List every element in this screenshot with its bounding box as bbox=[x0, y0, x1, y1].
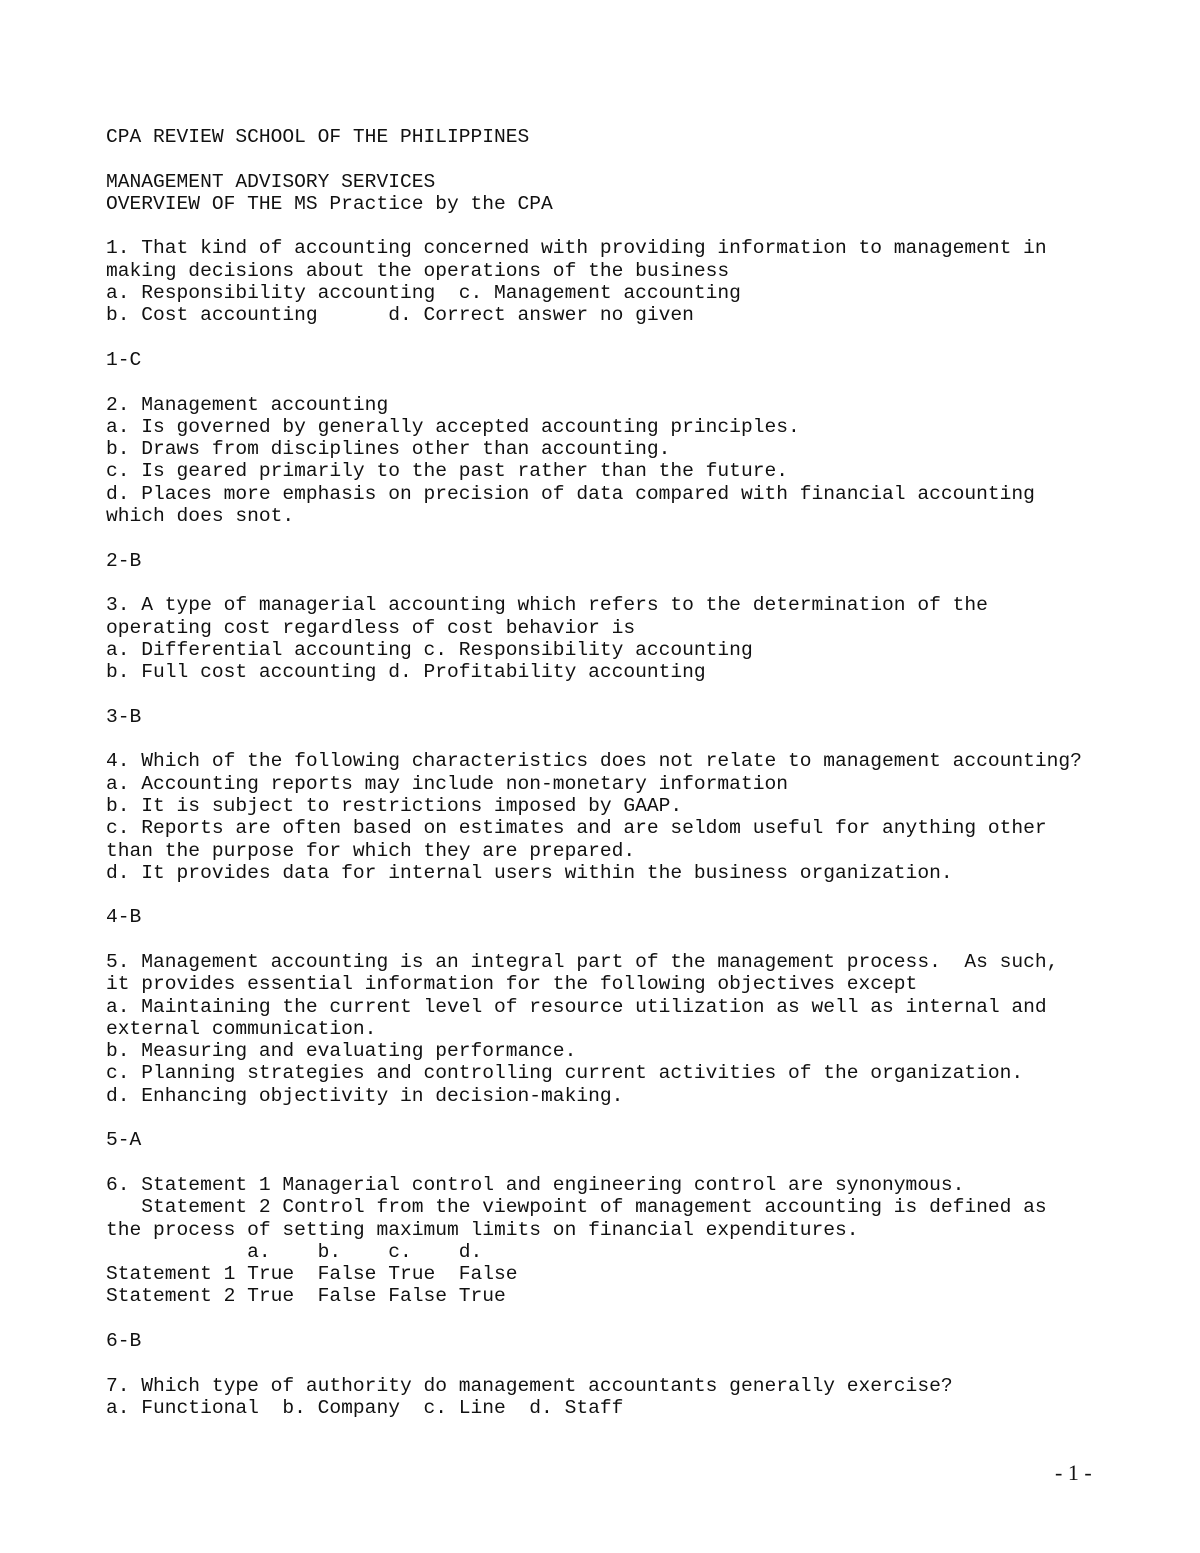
document-line: d. It provides data for internal users within the business organization. bbox=[106, 861, 953, 884]
document-line bbox=[106, 371, 1082, 393]
document-line: 2-B bbox=[106, 549, 142, 572]
document-line bbox=[106, 683, 1082, 705]
document-line: d. Places more emphasis on precision of data compared with financial accounting bbox=[106, 482, 1035, 505]
document-line bbox=[106, 1152, 1082, 1174]
document-line: than the purpose for which they are prepared. bbox=[106, 839, 636, 862]
document-line: 1-C bbox=[106, 348, 142, 371]
document-line: c. Planning strategies and controlling current activities of the organization. bbox=[106, 1062, 1024, 1085]
document-line: MANAGEMENT ADVISORY SERVICES bbox=[106, 170, 436, 193]
document-line: operating cost regardless of cost behavior is bbox=[106, 616, 636, 639]
document-line: 3. A type of managerial accounting which refers to the determination of the bbox=[106, 594, 988, 617]
document-line: b. Cost accounting d. Correct answer no given bbox=[106, 304, 694, 327]
document-line bbox=[106, 148, 1082, 170]
document-line: 5-A bbox=[106, 1129, 142, 1152]
document-line: 3-B bbox=[106, 705, 142, 728]
document-line: c. Reports are often based on estimates and are seldom useful for anything other bbox=[106, 817, 1047, 840]
document-line bbox=[106, 1352, 1082, 1374]
document-line bbox=[106, 327, 1082, 349]
document-line: b. Full cost accounting d. Profitability accounting bbox=[106, 661, 706, 684]
document-line: external communication. bbox=[106, 1017, 377, 1040]
document-line: a. Differential accounting c. Responsibility accounting bbox=[106, 638, 753, 661]
document-line: 6-B bbox=[106, 1330, 142, 1353]
document-line: Statement 2 Control from the viewpoint of management accounting is defined as bbox=[106, 1196, 1047, 1219]
document-line: making decisions about the operations of the business bbox=[106, 259, 730, 282]
document-line: a. Is governed by generally accepted accounting principles. bbox=[106, 415, 800, 438]
document-line bbox=[106, 884, 1082, 906]
document-line: d. Enhancing objectivity in decision-making. bbox=[106, 1084, 624, 1107]
document-line bbox=[106, 929, 1082, 951]
document-line: b. It is subject to restrictions imposed by GAAP. bbox=[106, 794, 683, 817]
document-body bbox=[106, 126, 1082, 1419]
document-line: 5. Management accounting is an integral part of the management process. As such, bbox=[106, 950, 1059, 973]
document-line bbox=[106, 1308, 1082, 1330]
document-line bbox=[106, 215, 1082, 237]
document-line: a. Functional b. Company c. Line d. Staff bbox=[106, 1396, 624, 1419]
document-line: c. Is geared primarily to the past rather than the future. bbox=[106, 460, 788, 483]
document-line: b. Measuring and evaluating performance. bbox=[106, 1040, 577, 1063]
document-line: it provides essential information for the following objectives except bbox=[106, 973, 918, 996]
document-line bbox=[106, 527, 1082, 549]
document-line bbox=[106, 728, 1082, 750]
document-line: 6. Statement 1 Managerial control and engineering control are synonymous. bbox=[106, 1173, 965, 1196]
document-line: 4. Which of the following characteristics does not relate to management accounting? bbox=[106, 750, 1082, 773]
document-line: a. b. c. d. bbox=[106, 1240, 483, 1263]
document-line: 7. Which type of authority do management accountants generally exercise? bbox=[106, 1374, 953, 1397]
document-line: 4-B bbox=[106, 906, 142, 929]
document-line: a. Accounting reports may include non-monetary information bbox=[106, 772, 788, 795]
document-line: the process of setting maximum limits on financial expenditures. bbox=[106, 1218, 859, 1241]
document-line bbox=[106, 572, 1082, 594]
document-line: CPA REVIEW SCHOOL OF THE PHILIPPINES bbox=[106, 126, 530, 148]
document-line: Statement 2 True False False True bbox=[106, 1285, 506, 1308]
document-line: a. Responsibility accounting c. Management accounting bbox=[106, 282, 741, 305]
document-line: which does snot. bbox=[106, 505, 295, 528]
document-line: b. Draws from disciplines other than accounting. bbox=[106, 438, 671, 461]
document-line: 2. Management accounting bbox=[106, 393, 389, 416]
document-line bbox=[106, 1107, 1082, 1129]
document-line: OVERVIEW OF THE MS Practice by the CPA bbox=[106, 192, 553, 215]
document-line: Statement 1 True False True False bbox=[106, 1263, 518, 1286]
document-line: a. Maintaining the current level of resource utilization as well as internal and bbox=[106, 995, 1047, 1018]
document-line: 1. That kind of accounting concerned with providing information to management in bbox=[106, 237, 1047, 260]
page-number: - 1 - bbox=[1055, 1460, 1092, 1485]
